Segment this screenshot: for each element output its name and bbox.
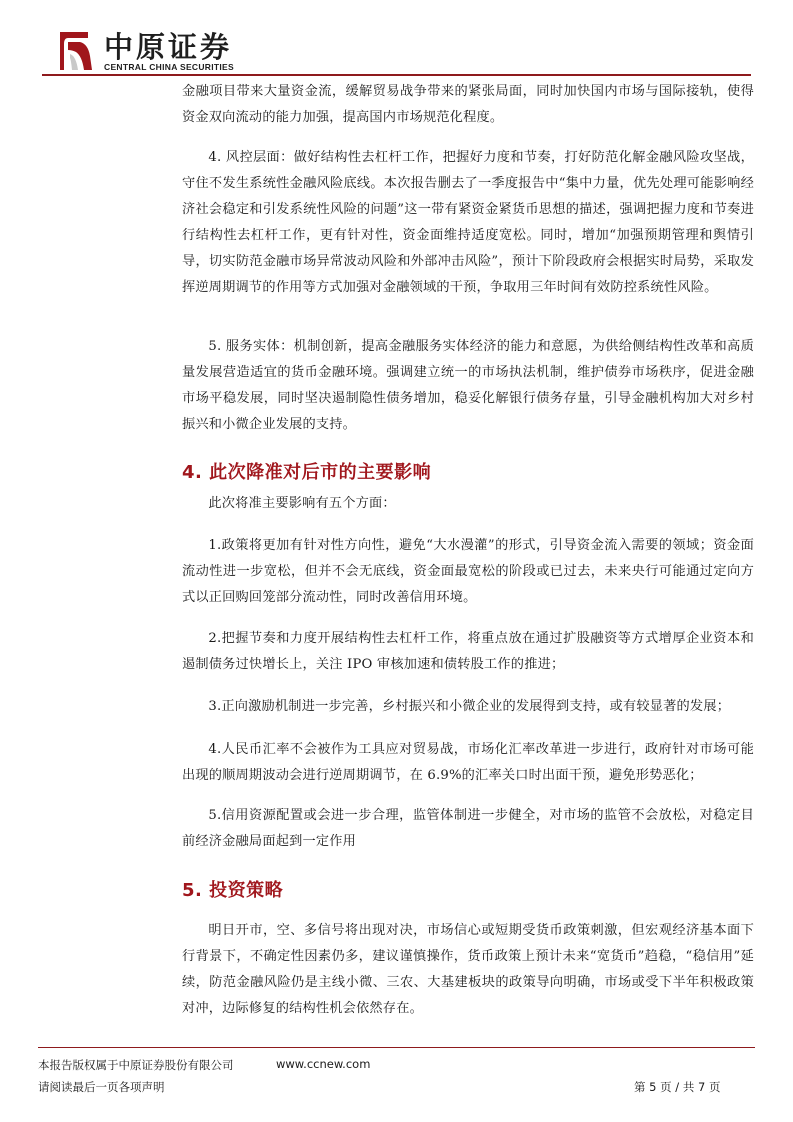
impact-item-1-block — [182, 533, 754, 611]
paragraph-intro: 金融项目带来大量资金流，缓解贸易战争带来的紧张局面，同时加快国内市场与国际接轨，使得资金双向流动的能力加强，提高国内市场规范化程度。 — [182, 84, 754, 125]
section-4-title: 4. 此次降准对后市的主要影响 — [182, 462, 432, 483]
header-divider — [42, 74, 751, 76]
impact-item-5: 5.信用资源配置或会进一步合理，监管体制进一步健全，对市场的监管不会放松，对稳定目前经济金融局面起到一定作用 — [182, 808, 754, 849]
impact-item-1: 1.政策将更加有针对性方向性，避免“大水漫灌”的形式，引导资金流入需要的领域；资金面流动性进一步宽松，但并不会无底线，资金面最宽松的阶段或已过去，未来央行可能通过定向方式以正回购回笼部分流动性，同时改善信用环境。 — [182, 538, 754, 605]
paragraph-intro-block — [182, 79, 754, 131]
impact-item-3-block — [182, 694, 754, 720]
impact-item-3: 3.正向激励机制进一步完善，乡村振兴和小微企业的发展得到支持，或有较显著的发展； — [208, 699, 731, 714]
company-name-en: CENTRAL CHINA SECURITIES — [104, 62, 234, 72]
investment-strategy-paragraph: 明日开市，空、多信号将出现对决，市场信心或短期受货币政策刺激，但宏观经济基本面下行背景下，不确定性因素仍多，建议谨慎操作，货币政策上预计未来“宽货币”趋稳，“稳信用”延续，防范金融风险仍是主线小微、三农、大基建板块的政策导向明确，市场或受下半年积极政策对冲，边际修复的结构性机会依然存在。 — [182, 923, 754, 1016]
investment-strategy-block — [182, 918, 754, 1022]
paragraph-serve-economy: 5. 服务实体：机制创新，提高金融服务实体经济的能力和意愿，为供给侧结构性改革和高质量发展营造适宜的货币金融环境。强调建立统一的市场执法机制，维护债券市场秩序，促进金融市场平稳发展，同时坚决遏制隐性债务增加，稳妥化解银行债务存量，引导金融机构加大对乡村振兴和小微企业发展的支持。 — [182, 339, 754, 432]
page-header — [0, 0, 793, 80]
paragraph-risk-control: 4. 风控层面：做好结构性去杠杆工作，把握好力度和节奏，打好防范化解金融风险攻坚战，守住不发生系统性金融风险底线。本次报告删去了一季度报告中“集中力量，优先处理可能影响经济社会稳定和引发系统性风险的问题”这一带有紧资金紧货币思想的描述，强调把握力度和节奏进行结构性去杠杆工作，更有针对性，资金面维持适度宽松。同时，增加“加强预期管理和舆情引导，切实防范金融市场异常波动风险和外部冲击风险”，预计下阶段政府会根据实时局势，采取发挥逆周期调节的作用等方式加强对金融领域的干预，争取用三年时间有效防控系统性风险。 — [182, 150, 754, 295]
company-name-cn: 中原证券 — [104, 30, 233, 64]
impact-item-5-block — [182, 803, 754, 855]
section-4-intro-block — [182, 491, 754, 517]
paragraph-risk-control-block — [182, 145, 754, 301]
footer-page-number: 第 5 页 / 共 7 页 — [634, 1080, 721, 1094]
footer-website-link[interactable]: www.ccnew.com — [276, 1057, 371, 1071]
impact-item-4-block — [182, 737, 754, 789]
impact-item-2: 2.把握节奏和力度开展结构性去杠杆工作，将重点放在通过扩股融资等方式增厚企业资本和遏制债务过快增长上，关注 IPO 审核加速和债转股工作的推进； — [182, 631, 754, 672]
footer-copyright: 本报告版权属于中原证券股份有限公司 — [38, 1058, 234, 1072]
footer-disclaimer: 请阅读最后一页各项声明 — [38, 1080, 165, 1094]
footer-divider — [38, 1047, 755, 1048]
impact-item-2-block — [182, 626, 754, 678]
section-4-intro: 此次将准主要影响有五个方面： — [208, 496, 396, 511]
company-logo-icon — [54, 26, 98, 74]
impact-item-4: 4.人民币汇率不会被作为工具应对贸易战，市场化汇率改革进一步进行，政府针对市场可能出现的顺周期波动会进行逆周期调节，在 6.9%的汇率关口时出面干预，避免形势恶化； — [182, 742, 754, 783]
paragraph-serve-economy-block — [182, 334, 754, 438]
section-5-title: 5. 投资策略 — [182, 880, 284, 901]
